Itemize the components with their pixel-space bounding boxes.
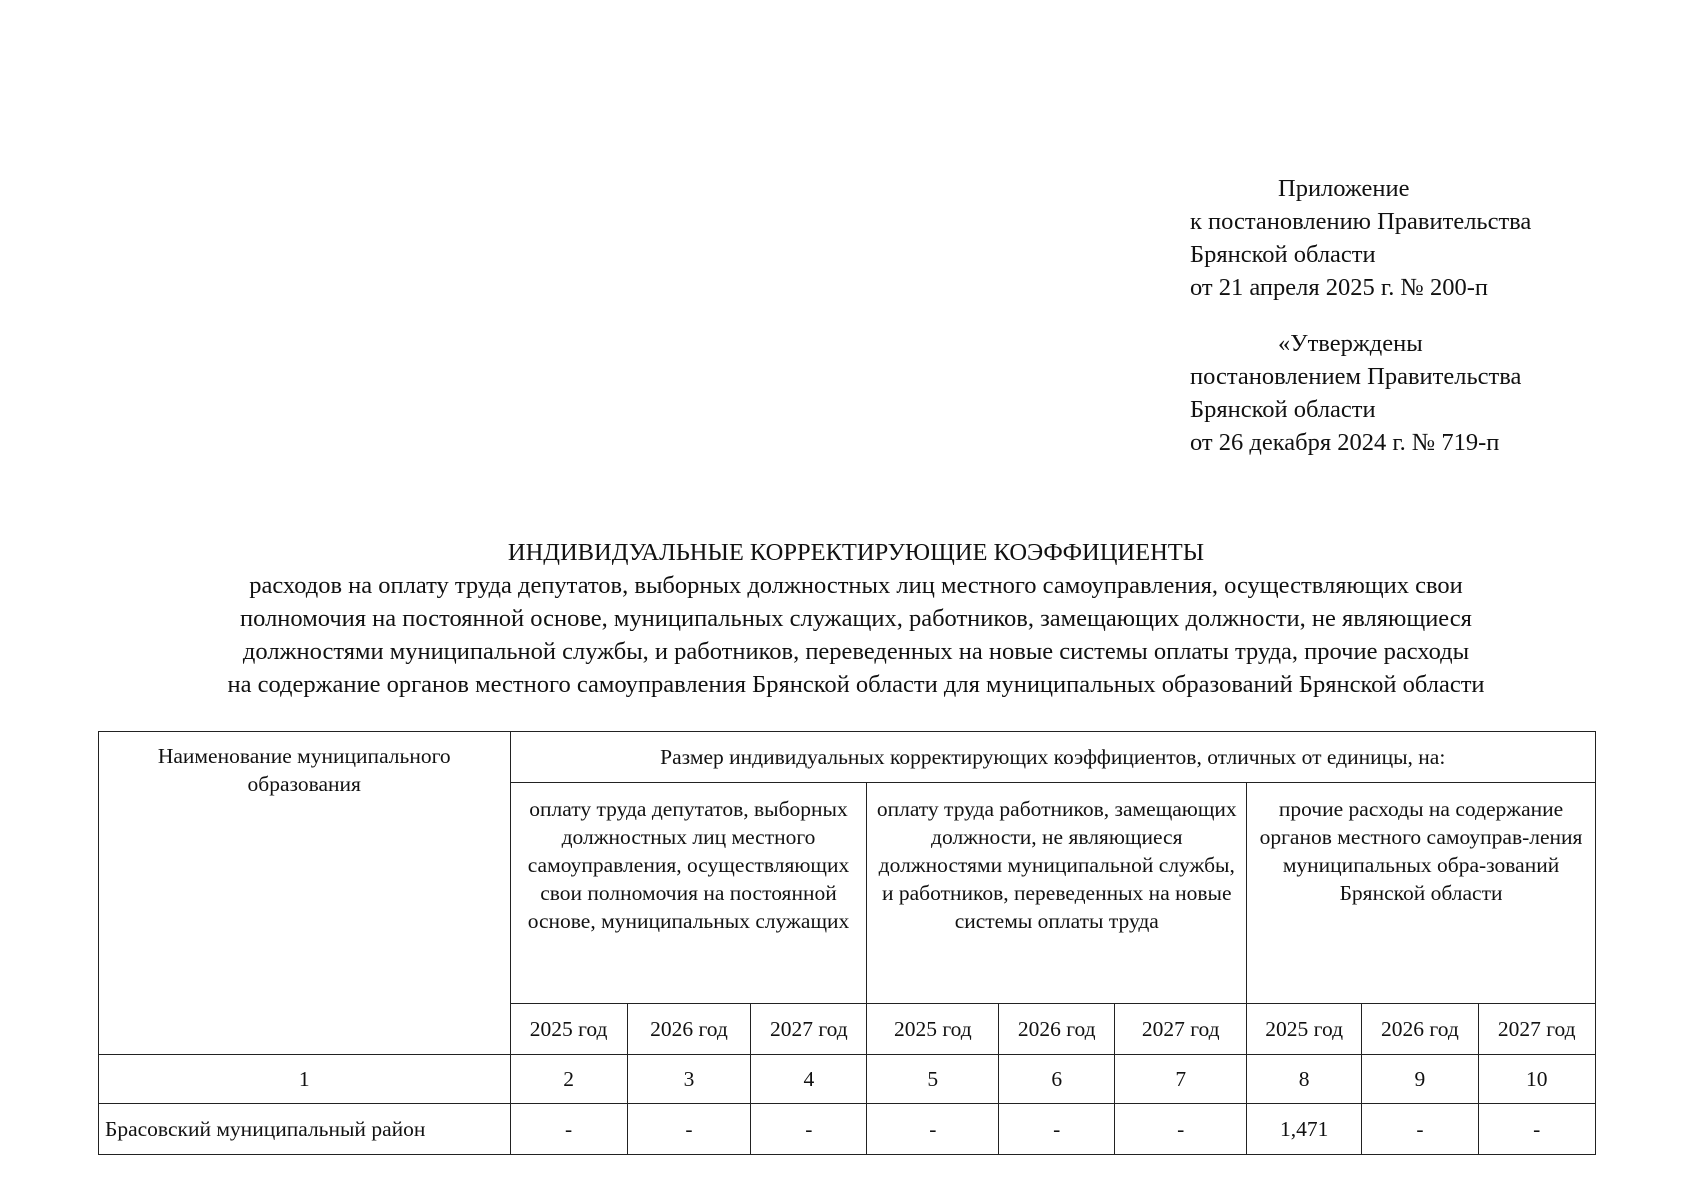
approved-line: от 26 декабря 2024 г. № 719-п [1190,429,1500,456]
column-number: 6 [999,1055,1115,1104]
coefficient-cell: 1,471 [1247,1104,1362,1155]
appendix-block [1190,172,1650,459]
document-title: ИНДИВИДУАЛЬНЫЕ КОРРЕКТИРУЮЩИЕ КОЭФФИЦИЕНТЫ [507,539,1205,566]
coefficient-cell: - [627,1104,750,1155]
document-heading [80,536,1632,701]
year-header: 2026 год [627,1004,750,1055]
appendix-line: к постановлению Правительства [1190,208,1532,235]
year-header: 2027 год [751,1004,867,1055]
group-header-workers: оплату труда работников, замещающих должности, не являющиеся должностями муниципальной службы, и работников, переведенных на новые системы оплаты труда [867,783,1247,1004]
appendix-line: Приложение [1278,175,1410,202]
year-header: 2025 год [510,1004,627,1055]
appendix-line: от 21 апреля 2025 г. № 200-п [1190,274,1488,301]
year-header: 2026 год [999,1004,1115,1055]
subtitle-line: расходов на оплату труда депутатов, выборных должностных лиц местного самоуправления, осуществляющих свои [249,572,1463,599]
column-number: 3 [627,1055,750,1104]
year-header: 2027 год [1115,1004,1247,1055]
coefficient-cell: - [751,1104,867,1155]
name-column-header: Наименование муниципального образования [99,732,511,1055]
column-number: 5 [867,1055,999,1104]
column-number: 9 [1362,1055,1478,1104]
coefficient-cell: - [1478,1104,1595,1155]
approved-line: «Утверждены [1278,330,1423,357]
column-number: 2 [510,1055,627,1104]
group-header-other-expenses: прочие расходы на содержание органов местного самоуправ-ления муниципальных обра-зований Брянской области [1247,783,1596,1004]
coefficient-cell: - [1115,1104,1247,1155]
column-number: 8 [1247,1055,1362,1104]
coefficient-cell: - [999,1104,1115,1155]
year-header: 2025 год [1247,1004,1362,1055]
column-number: 7 [1115,1055,1247,1104]
coefficients-table [98,731,1596,1155]
coefficient-cell: - [867,1104,999,1155]
year-header: 2027 год [1478,1004,1595,1055]
column-number: 1 [99,1055,511,1104]
subtitle-line: полномочия на постоянной основе, муниципальных служащих, работников, замещающих должности, не являющиеся [240,605,1472,632]
group-header-deputies: оплату труда депутатов, выборных должностных лиц местного самоуправления, осуществляющих свои полномочия на постоянной основе, муниципальных служащих [510,783,867,1004]
municipality-name: Брасовский муниципальный район [99,1104,511,1155]
subtitle-line: на содержание органов местного самоуправления Брянской области для муниципальных образований Брянской области [227,671,1485,698]
table-row [99,1104,1596,1155]
approved-line: постановлением Правительства [1190,363,1522,390]
column-number: 10 [1478,1055,1595,1104]
coefficient-cell: - [510,1104,627,1155]
year-header: 2026 год [1362,1004,1478,1055]
coefficient-cell: - [1362,1104,1478,1155]
subtitle-line: должностями муниципальной службы, и работников, переведенных на новые системы оплаты труда, прочие расходы [242,638,1470,665]
approved-line: Брянской области [1190,396,1376,423]
coefficients-header: Размер индивидуальных корректирующих коэффициентов, отличных от единицы, на: [510,732,1596,783]
appendix-line: Брянской области [1190,241,1376,268]
column-number: 4 [751,1055,867,1104]
column-number-row [99,1055,1596,1104]
year-header: 2025 год [867,1004,999,1055]
